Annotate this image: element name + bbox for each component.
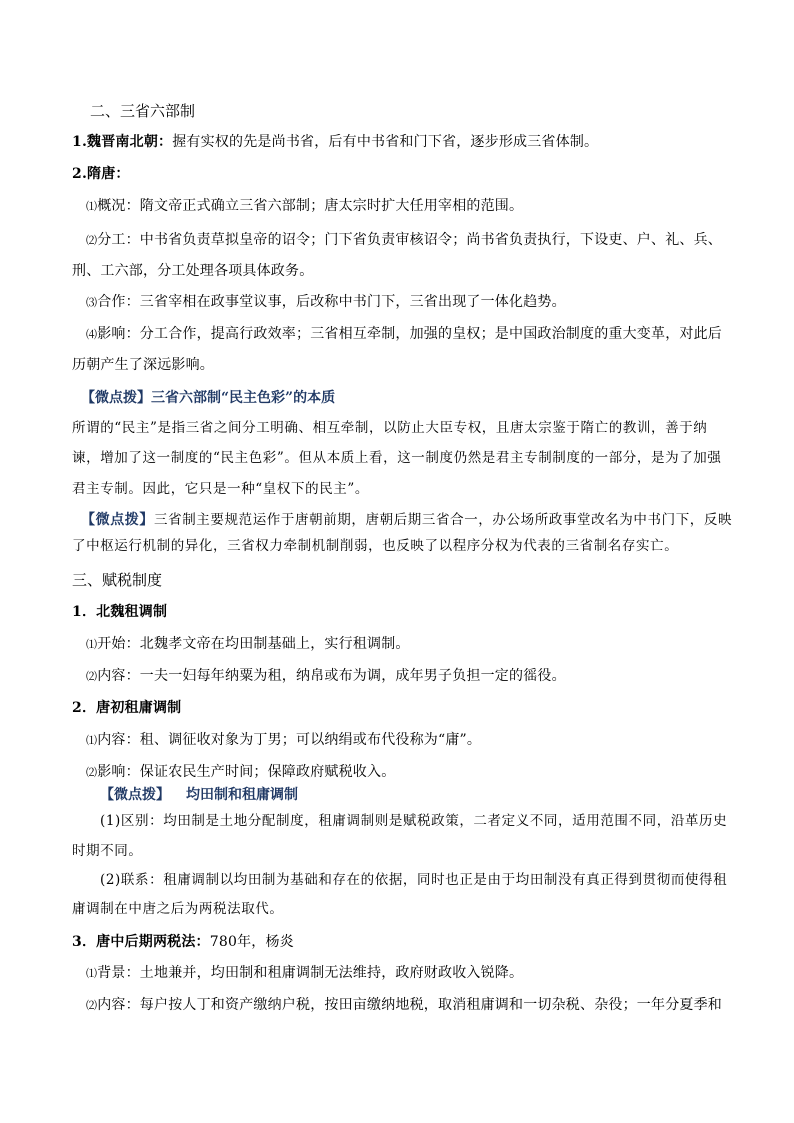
item-number: ⑵ <box>86 766 98 779</box>
item-text: 背景：土地兼并，均田制和租庸调制无法维持，政府财政收入锐降。 <box>97 965 524 981</box>
subsection-label: 3．唐中后期两税法： <box>72 934 210 950</box>
item-number: ⑴ <box>86 967 98 980</box>
tip-text-line: 时期不同。 <box>72 843 143 859</box>
item-number: ⑵ <box>86 670 98 683</box>
tip-text-line: (1)区别：均田制是土地分配制度，租庸调制则是赋税政策，二者定义不同，适用范围不同，沿革历史 <box>100 813 728 829</box>
tip-text-line: 了中枢运行机制的异化，三省权力牵制机制削弱，也反映了以程序分权为代表的三省制名存实亡。 <box>72 538 679 554</box>
tip-label: 【微点拨】 <box>81 512 154 528</box>
tip-text-line: 谏，增加了这一制度的“民主色彩”。但从本质上看，这一制度仍然是君主专制制度的一部分，是为了加强 <box>72 450 722 466</box>
item-number: ⑵ <box>86 999 98 1012</box>
item-text: 内容：每户按人丁和资产缴纳户税，按田亩缴纳地税，取消租庸调和一切杂税、杂役；一年分夏季和 <box>97 997 723 1013</box>
item-text: 开始：北魏孝文帝在均田制基础上，实行租调制。 <box>97 636 410 652</box>
tip-text-line: 所谓的“民主”是指三省之间分工明确、相互牵制，以防止大臣专权，且唐太宗鉴于隋亡的教训，善于纳 <box>72 420 708 436</box>
item-text: 内容：一夫一妇每年纳粟为租，纳帛或布为调，成年男子负担一定的徭役。 <box>97 668 566 684</box>
item-number: ⑴ <box>86 734 98 747</box>
paragraph-wei-jin <box>72 135 598 149</box>
section-title-three-departments: 二、三省六部制 <box>90 102 196 120</box>
list-item-impact <box>86 765 395 779</box>
item-text: 影响：分工合作，提高行政效率；三省相互牵制，加强的皇权；是中国政治制度的重大变革，对此后 <box>97 326 723 342</box>
item-number: ⑵ <box>86 234 98 247</box>
subsection-text: 780年，杨炎 <box>209 934 294 950</box>
subsection-title-northern-wei: 1．北魏租调制 <box>72 604 168 620</box>
subsection-title-early-tang: 2．唐初租庸调制 <box>72 700 182 716</box>
tip-title-democracy: 【微点拨】三省六部制“民主色彩”的本质 <box>81 390 336 406</box>
list-item-content <box>86 998 722 1012</box>
list-item-start <box>86 637 410 651</box>
paragraph-label: 1.魏晋南北朝： <box>72 134 173 150</box>
paragraph-text: 握有实权的先是尚书省，后有中书省和门下省，逐步形成三省体制。 <box>172 134 599 150</box>
list-item-content <box>86 733 481 747</box>
item-text: 分工：中书省负责草拟皇帝的诏令；门下省负责审核诏令；尚书省负责执行，下设吏、户、礼、兵、 <box>97 232 723 248</box>
list-item-overview <box>86 199 523 213</box>
item-number: ⑴ <box>86 200 98 213</box>
item-text: 合作：三省宰相在政事堂议事，后改称中书门下，三省出现了一体化趋势。 <box>97 294 566 310</box>
item-number: ⑴ <box>86 638 98 651</box>
subsection-title-two-tax <box>72 935 294 949</box>
item-number: ⑶ <box>86 296 98 309</box>
list-item-division-cont: 刑、工六部，分工处理各项具体政务。 <box>72 263 314 279</box>
tip-title-equal-field <box>100 786 298 802</box>
item-text: 内容：租、调征收对象为丁男；可以纳绢或布代役称为“庸”。 <box>97 732 482 748</box>
tip-text-line: (2)联系：租庸调制以均田制为基础和存在的依据，同时也正是由于均田制没有真正得到贯彻而使得租 <box>100 872 728 888</box>
item-text: 影响：保证农民生产时间；保障政府赋税收入。 <box>97 764 396 780</box>
tip-three-departments-change <box>81 513 732 528</box>
tip-text: 三省制主要规范运作于唐朝前期，唐朝后期三省合一，办公场所政事堂改名为中书门下，反映 <box>154 512 733 528</box>
item-number: ⑷ <box>86 328 98 341</box>
tip-text-line: 庸调制在中唐之后为两税法取代。 <box>72 901 284 917</box>
list-item-impact <box>86 327 722 341</box>
item-text: 概况：隋文帝正式确立三省六部制；唐太宗时扩大任用宰相的范围。 <box>97 198 524 214</box>
list-item-division <box>86 233 722 247</box>
section-title-tax-system: 三、赋税制度 <box>72 571 163 589</box>
tip-text-line: 君主专制。因此，它只是一种“皇权下的民主”。 <box>72 481 370 497</box>
list-item-impact-cont: 历朝产生了深远影响。 <box>72 357 214 373</box>
list-item-cooperation <box>86 295 566 309</box>
paragraph-sui-tang-label: 2.隋唐： <box>72 166 130 182</box>
list-item-content <box>86 669 566 683</box>
list-item-background <box>86 966 523 980</box>
tip-title: 均田制和租庸调制 <box>186 787 298 803</box>
tip-label: 【微点拨】 <box>100 787 170 803</box>
